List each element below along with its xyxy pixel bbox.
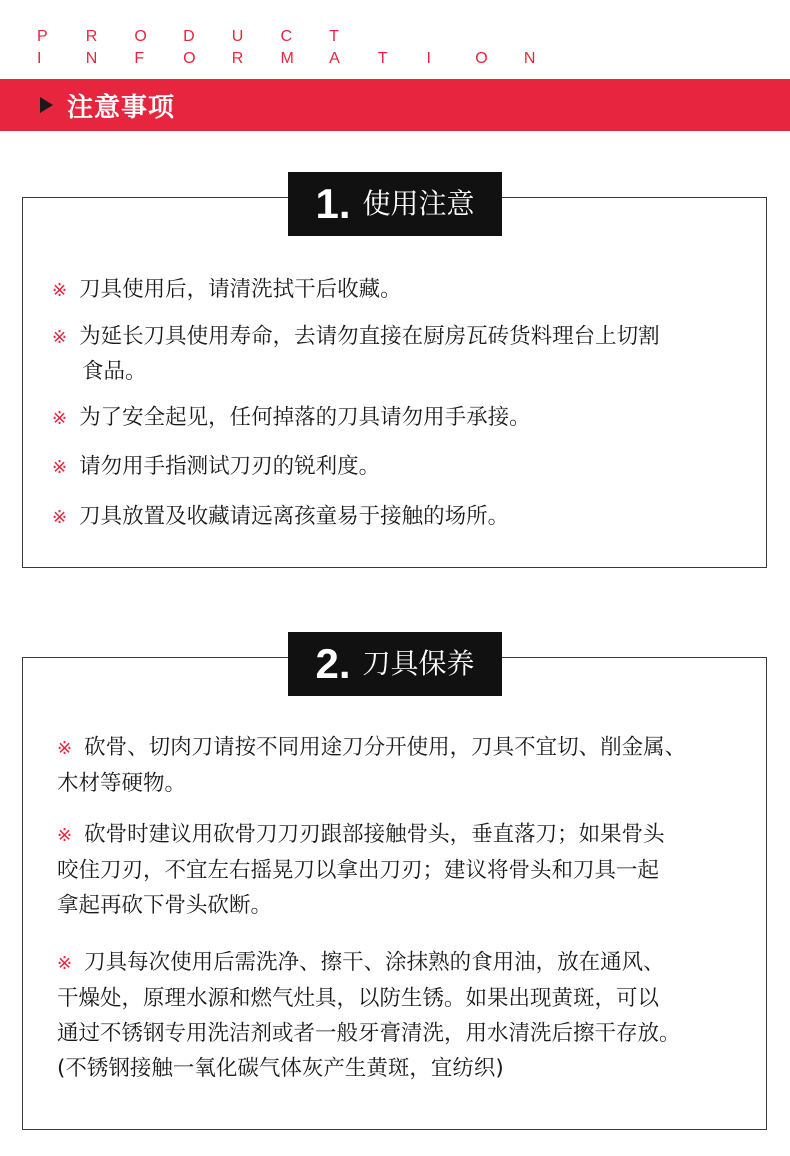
- reference-mark-icon: ※: [52, 280, 68, 301]
- care-paragraph: ※ 砍骨、切肉刀请按不同用途刀分开使用，刀具不宜切、削金属、 木材等硬物。: [57, 735, 687, 796]
- reference-mark-icon: ※: [52, 507, 68, 528]
- care-paragraph: ※ 砍骨时建议用砍骨刀刀刃跟部接触骨头，垂直落刀；如果骨头 咬住刀刃，不宜左右摇晃刀以拿出刀刃；建议将骨头和刀具一起 拿起再砍下骨头砍断。: [57, 822, 665, 918]
- reference-mark-icon: ※: [52, 327, 68, 348]
- brand-text-product: P R O D U C T: [37, 28, 339, 45]
- banner-title: 注意事项: [67, 92, 176, 123]
- care-paragraph: ※ 刀具每次使用后需洗净、擦干、涂抹熟的食用油，放在通风、 干燥处，原理水源和燃气灶具，以防生锈。如果出现黄斑，可以 通过不锈钢专用洗洁剂或者一般牙膏清洗，用水清洗后擦干存放。 (不锈钢接触一氧化碳气体灰产生黄斑，宜纺织): [57, 950, 681, 1081]
- section-title: 刀具保养: [362, 647, 475, 680]
- play-triangle-icon: [40, 97, 53, 113]
- reference-mark-icon: ※: [57, 825, 73, 846]
- reference-mark-icon: ※: [57, 738, 73, 759]
- section-number-dot: .: [338, 180, 351, 227]
- section-title: 使用注意: [362, 187, 475, 220]
- list-item-continuation: 食品。: [82, 359, 147, 384]
- list-item: ※ 请勿用手指测试刀刃的锐利度。: [52, 454, 381, 479]
- list-item: ※ 为了安全起见，任何掉落的刀具请勿用手承接。: [52, 405, 531, 430]
- section-number-dot: .: [338, 640, 351, 687]
- reference-mark-icon: ※: [57, 953, 73, 974]
- section-number: 2: [315, 640, 339, 687]
- reference-mark-icon: ※: [52, 457, 68, 478]
- section-number: 1: [315, 180, 339, 227]
- reference-mark-icon: ※: [52, 408, 68, 429]
- list-item: ※ 为延长刀具使用寿命，去请勿直接在厨房瓦砖货料理台上切割: [52, 324, 660, 349]
- brand-text-information: I N F O R M A T I O N: [37, 50, 536, 67]
- section-heading-usage: [288, 172, 502, 236]
- list-item: ※ 刀具使用后，请清洗拭干后收藏。: [52, 277, 402, 302]
- section-heading-care: [288, 632, 502, 696]
- notice-banner: [0, 79, 790, 131]
- list-item: ※ 刀具放置及收藏请远离孩童易于接触的场所。: [52, 504, 510, 529]
